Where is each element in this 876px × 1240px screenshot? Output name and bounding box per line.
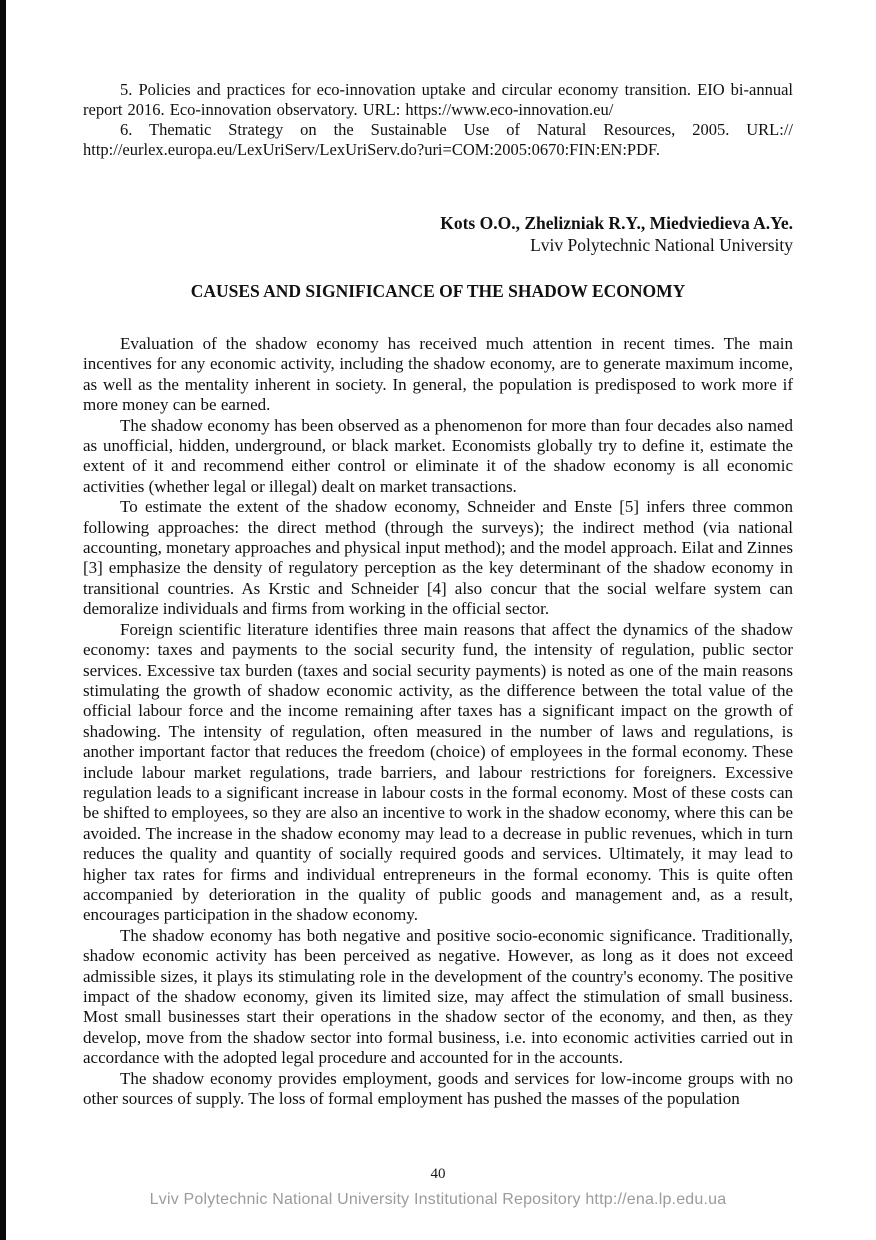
byline (83, 212, 793, 256)
body-paragraph-4: Foreign scientific literature identifies three main reasons that affect the dynamics of the shadow economy: taxes and payments to the social security fund, the intensity of regulation, public sector services. Excessive tax burden (taxes and social security payments) is noted as one of the main reasons stimulating the growth of shadow economic activity, as the difference between the total value of the official labour force and the income remaining after taxes has a significant impact on the growth of shadowing. The intensity of regulation, often measured in the number of laws and regulations, is another important factor that reduces the freedom (choice) of employees in the formal economy. These include labour market regulations, trade barriers, and labour restrictions for foreigners. Excessive regulation leads to a significant increase in labour costs in the formal economy. Most of these costs can be shifted to employees, so they are also an incentive to work in the shadow economy, where this can be avoided. The increase in the shadow economy may lead to a decrease in public revenues, which in turn reduces the quality and quantity of socially required goods and services. Ultimately, it may lead to higher tax rates for firms and individual entrepreneurs in the formal economy. This is quite often accompanied by deterioration in the quality of public goods and management and, as a result, encourages participation in the shadow economy. (83, 619, 793, 925)
repository-watermark: Lviv Polytechnic National University Institutional Repository http://ena.lp.edu.ua (149, 1191, 727, 1208)
page-number: 40 (430, 1166, 446, 1182)
reference-list (83, 80, 793, 160)
body-paragraph-1: Evaluation of the shadow economy has received much attention in recent times. The main incentives for any economic activity, including the shadow economy, are to generate maximum income, as well as the mentality inherent in society. In general, the population is predisposed to work more if more money can be earned. (83, 334, 793, 415)
authors-line: Kots O.O., Zhelizniak R.Y., Miedviedieva A.Ye. (440, 213, 793, 233)
body-paragraph-5: The shadow economy has both negative and positive socio-economic significance. Traditionally, shadow economic activity has been perceived as negative. However, as long as it does not exceed admissible sizes, it plays its stimulating role in the development of the country's economy. The positive impact of the shadow economy, given its limited size, may affect the stimulation of small business. Most small businesses start their operations in the shadow sector of the economy, and then, as they develop, move from the shadow sector into formal business, i.e. into economic activities carried out in accordance with the adopted legal procedure and accounted for in the accounts. (83, 925, 793, 1068)
article-body (83, 334, 793, 1109)
article-title: CAUSES AND SIGNIFICANCE OF THE SHADOW ECONOMY (190, 281, 686, 301)
reference-item-5: 5. Policies and practices for eco-innovation uptake and circular economy transition. EIO bi-annual report 2016. Eco-innovation observatory. URL: https://www.eco-innovation.eu/ (83, 80, 793, 119)
scan-edge-artifact (0, 0, 6, 1240)
page-content (83, 80, 793, 1109)
body-paragraph-6: The shadow economy provides employment, goods and services for low-income groups with no other sources of supply. The loss of formal employment has pushed the masses of the population (83, 1068, 793, 1109)
affiliation-line: Lviv Polytechnic National University (530, 235, 793, 255)
reference-item-6: 6. Thematic Strategy on the Sustainable Use of Natural Resources, 2005. URL:// http://eurlex.europa.eu/LexUriServ/LexUriServ.do?uri=COM:2005:0670:FIN:EN:PDF. (83, 120, 793, 159)
body-paragraph-2: The shadow economy has been observed as a phenomenon for more than four decades also named as unofficial, hidden, underground, or black market. Economists globally try to define it, estimate the extent of it and recommend either control or eliminate it of the shadow economy is all economic activities (whether legal or illegal) dealt on market transactions. (83, 415, 793, 496)
body-paragraph-3: To estimate the extent of the shadow economy, Schneider and Enste [5] infers three common following approaches: the direct method (through the surveys); the indirect method (via national accounting, monetary approaches and physical input method); and the model approach. Eilat and Zinnes [3] emphasize the density of regulatory perception as the key determinant of the shadow economy in transitional countries. As Krstic and Schneider [4] also concur that the social welfare system can demoralize individuals and firms from working in the official sector. (83, 497, 793, 619)
